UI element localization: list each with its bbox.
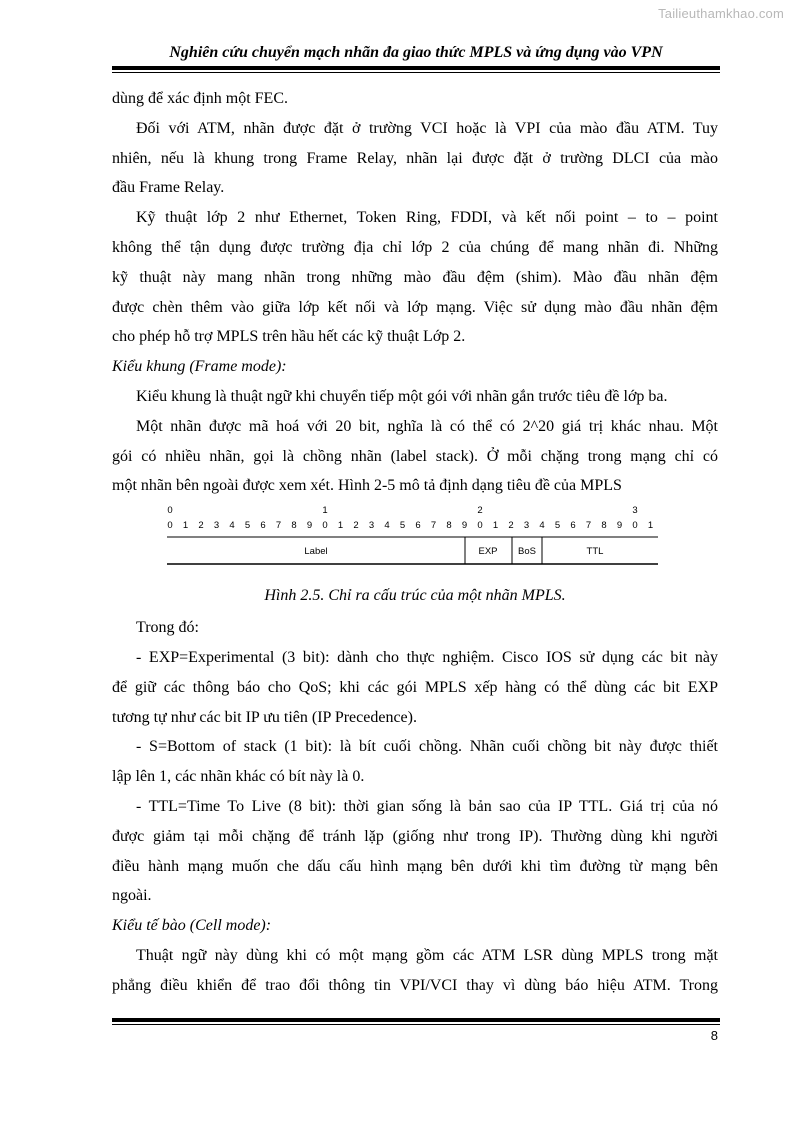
text-line: Đối với ATM, nhãn được đặt ở trường VCI hoặc là VPI của mào đầu ATM. Tuy [136,119,718,137]
text-line: dùng để xác định một FEC. [112,90,288,107]
text-line: Trong đó: [136,619,199,637]
text-line: ngoài. [112,887,152,905]
list-item: - EXP=Experimental (3 bit): dành cho thực nghiệm. Cisco IOS sử dụng các bit này [136,648,718,666]
text-line: không thể tận dụng được trường địa chỉ lớp 2 của chúng để mang nhãn đi. Những [112,238,718,256]
document-body [112,84,718,1001]
section-heading-frame-mode: Kiểu khung (Frame mode): [112,358,287,376]
text-line: Kiểu khung là thuật ngữ khi chuyển tiếp một gói với nhãn gắn trước tiêu đề lớp ba. [136,387,668,405]
section-heading-cell-mode: Kiểu tế bào (Cell mode): [112,917,272,935]
bit-unit-label: 7 [275,520,282,532]
text-line: được giảm tại mỗi chặng để tránh lặp (giống như trong IP). Thường dùng khi người [112,827,718,845]
footer-rule-thin [112,1024,720,1025]
bit-unit-label: 2 [198,520,204,532]
bit-unit-label: 5 [244,520,251,532]
watermark: Tailieuthamkhao.com [658,6,784,21]
bit-unit-label: 6 [570,520,576,532]
bit-unit-label: 4 [384,520,390,532]
bit-unit-label: 9 [616,520,623,532]
bit-unit-label: 1 [182,520,189,532]
list-item: - TTL=Time To Live (8 bit): thời gian sống là bản sao của IP TTL. Giá trị của nó [136,797,718,815]
field-ttl: TTL [586,546,604,558]
field-label: Label [304,546,328,558]
text-line: tương tự như các bit IP ưu tiên (IP Precedence). [112,708,417,726]
bit-unit-label: 9 [306,520,313,532]
page-number: 8 [710,1028,718,1043]
mpls-label-figure [112,503,718,581]
text-line: cho phép hỗ trợ MPLS trên hầu hết các kỹ thuật Lớp 2. [112,328,466,346]
bit-tens-label: 0 [167,505,173,517]
bit-unit-label: 3 [368,520,375,532]
bit-unit-label: 6 [415,520,421,532]
bit-tens-label: 1 [322,505,328,517]
bit-unit-label: 2 [353,520,359,532]
bit-unit-label: 8 [601,520,607,532]
bit-unit-label: 1 [337,520,344,532]
bit-unit-label: 3 [523,520,530,532]
text-line: được chèn thêm vào giữa lớp kết nối và lớp mạng. Việc sử dụng mào đầu nhãn đệm [112,298,718,316]
field-exp: EXP [478,546,498,558]
bit-unit-label: 0 [632,520,638,532]
footer-rule-thick [112,1018,720,1022]
text-line: điều hành mạng muốn che dấu cấu hình mạng bên dưới khi tìm đường từ mạng bên [112,857,718,875]
text-line: nhiên, nếu là khung trong Frame Relay, nhãn lại được đặt ở trường DLCI của mào [112,149,718,167]
bit-unit-label: 2 [508,520,514,532]
bit-unit-label: 5 [399,520,406,532]
bit-unit-label: 3 [213,520,220,532]
bit-unit-label: 7 [585,520,592,532]
figure-caption: Hình 2.5. Chỉ ra cấu trúc của một nhãn MPLS. [264,587,566,605]
bit-unit-label: 0 [477,520,483,532]
text-line: để giữ các thông báo cho QoS; khi các gói MPLS xếp hàng có thể dùng các bit EXP [112,678,718,696]
bit-tens-label: 3 [632,505,638,517]
text-line: một nhãn bên ngoài được xem xét. Hình 2-5 mô tả định dạng tiêu đề của MPLS [112,477,622,495]
text-line: đầu Frame Relay. [112,179,225,197]
text-line: phẳng điều khiển để trao đổi thông tin VPI/VCI thay vì dùng báo hiệu ATM. Trong [112,976,718,994]
field-bos: BoS [518,546,536,558]
bit-unit-label: 4 [539,520,545,532]
mpls-label-diagram [112,503,718,581]
bit-unit-label: 0 [167,520,173,532]
bit-unit-label: 7 [430,520,437,532]
bit-unit-label: 8 [446,520,452,532]
list-item: - S=Bottom of stack (1 bit): là bít cuối chồng. Nhãn cuối chồng bit này được thiết [136,738,718,756]
text-line: Một nhãn được mã hoá với 20 bit, nghĩa là có thể có 2^20 giá trị khác nhau. Một [136,417,718,435]
bit-unit-label: 1 [647,520,654,532]
bit-unit-label: 6 [260,520,266,532]
bit-unit-label: 4 [229,520,235,532]
bit-unit-label: 9 [461,520,468,532]
text-line: gói có nhiều nhãn, gọi là chồng nhãn (label stack). Ở mỗi chặng trong mạng chỉ có [112,447,718,465]
text-line: kỹ thuật này mang nhãn trong những mào đầu đệm (shim). Mào đầu nhãn đệm [112,268,718,286]
bit-unit-label: 1 [492,520,499,532]
bit-unit-label: 0 [322,520,328,532]
text-line: Thuật ngữ này dùng khi có một mạng gồm các ATM LSR dùng MPLS trong mặt [136,946,718,964]
bit-tens-label: 2 [477,505,483,517]
header-rule-thick [112,66,720,70]
text-line: lập lên 1, các nhãn khác có bít này là 0. [112,768,365,786]
page-header-title: Nghiên cứu chuyển mạch nhãn đa giao thức MPLS và ứng dụng vào VPN [169,44,663,61]
bit-unit-label: 8 [291,520,297,532]
text-line: Kỹ thuật lớp 2 như Ethernet, Token Ring, FDDI, và kết nối point – to – point [136,209,718,227]
bit-unit-label: 5 [554,520,561,532]
header-rule-thin [112,72,720,73]
